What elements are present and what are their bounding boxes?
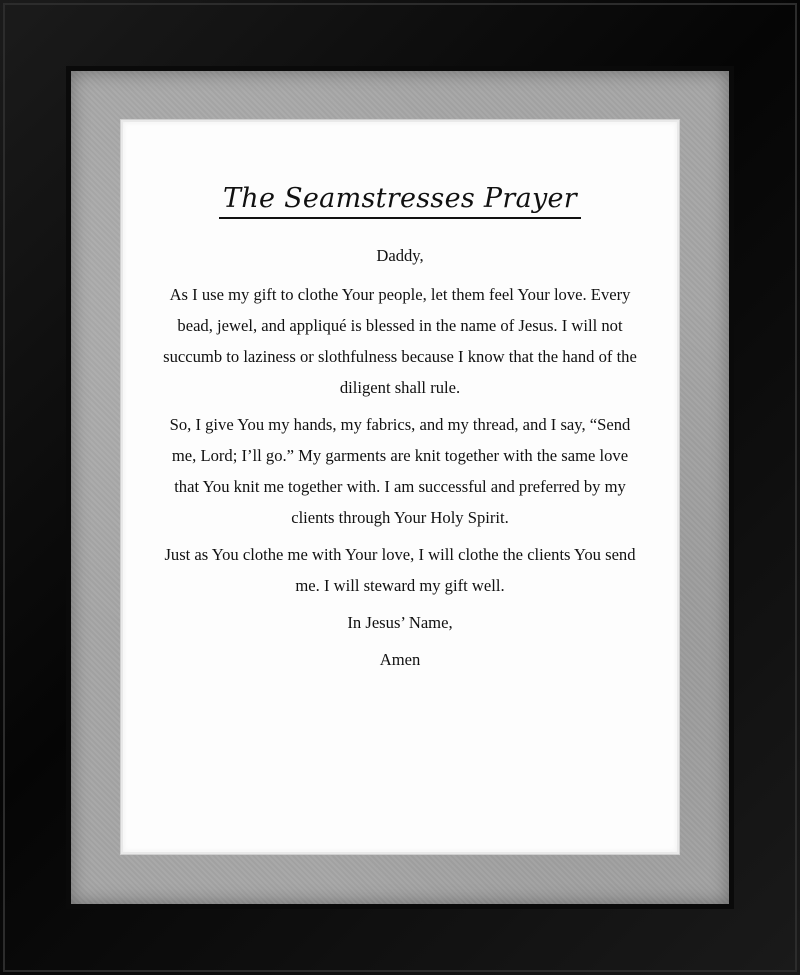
- amen-line: Amen: [379, 650, 421, 669]
- closing-line: In Jesus’ Name,: [347, 613, 453, 632]
- paragraph-1: As I use my gift to clothe Your people, let them feel Your love. Every bead, jewel, and appliqué is blessed in the name of Jesus. I will not succumb to laziness or slothfulness because I know that the hand of the diligent shall rule.: [163, 285, 637, 397]
- prayer-title: The Seamstresses Prayer: [219, 182, 581, 219]
- title-block: [0, 182, 800, 219]
- paragraph-2: So, I give You my hands, my fabrics, and my thread, and I say, “Send me, Lord; I’ll go.” My garments are knit together with the same love that You knit me together with. I am successful and preferred by my clients through Your Holy Spirit.: [169, 415, 631, 527]
- paragraph-3: Just as You clothe me with Your love, I will clothe the clients You send me. I will steward my gift well.: [164, 545, 636, 595]
- greeting-line: Daddy,: [376, 246, 424, 265]
- prayer-body: [160, 240, 640, 681]
